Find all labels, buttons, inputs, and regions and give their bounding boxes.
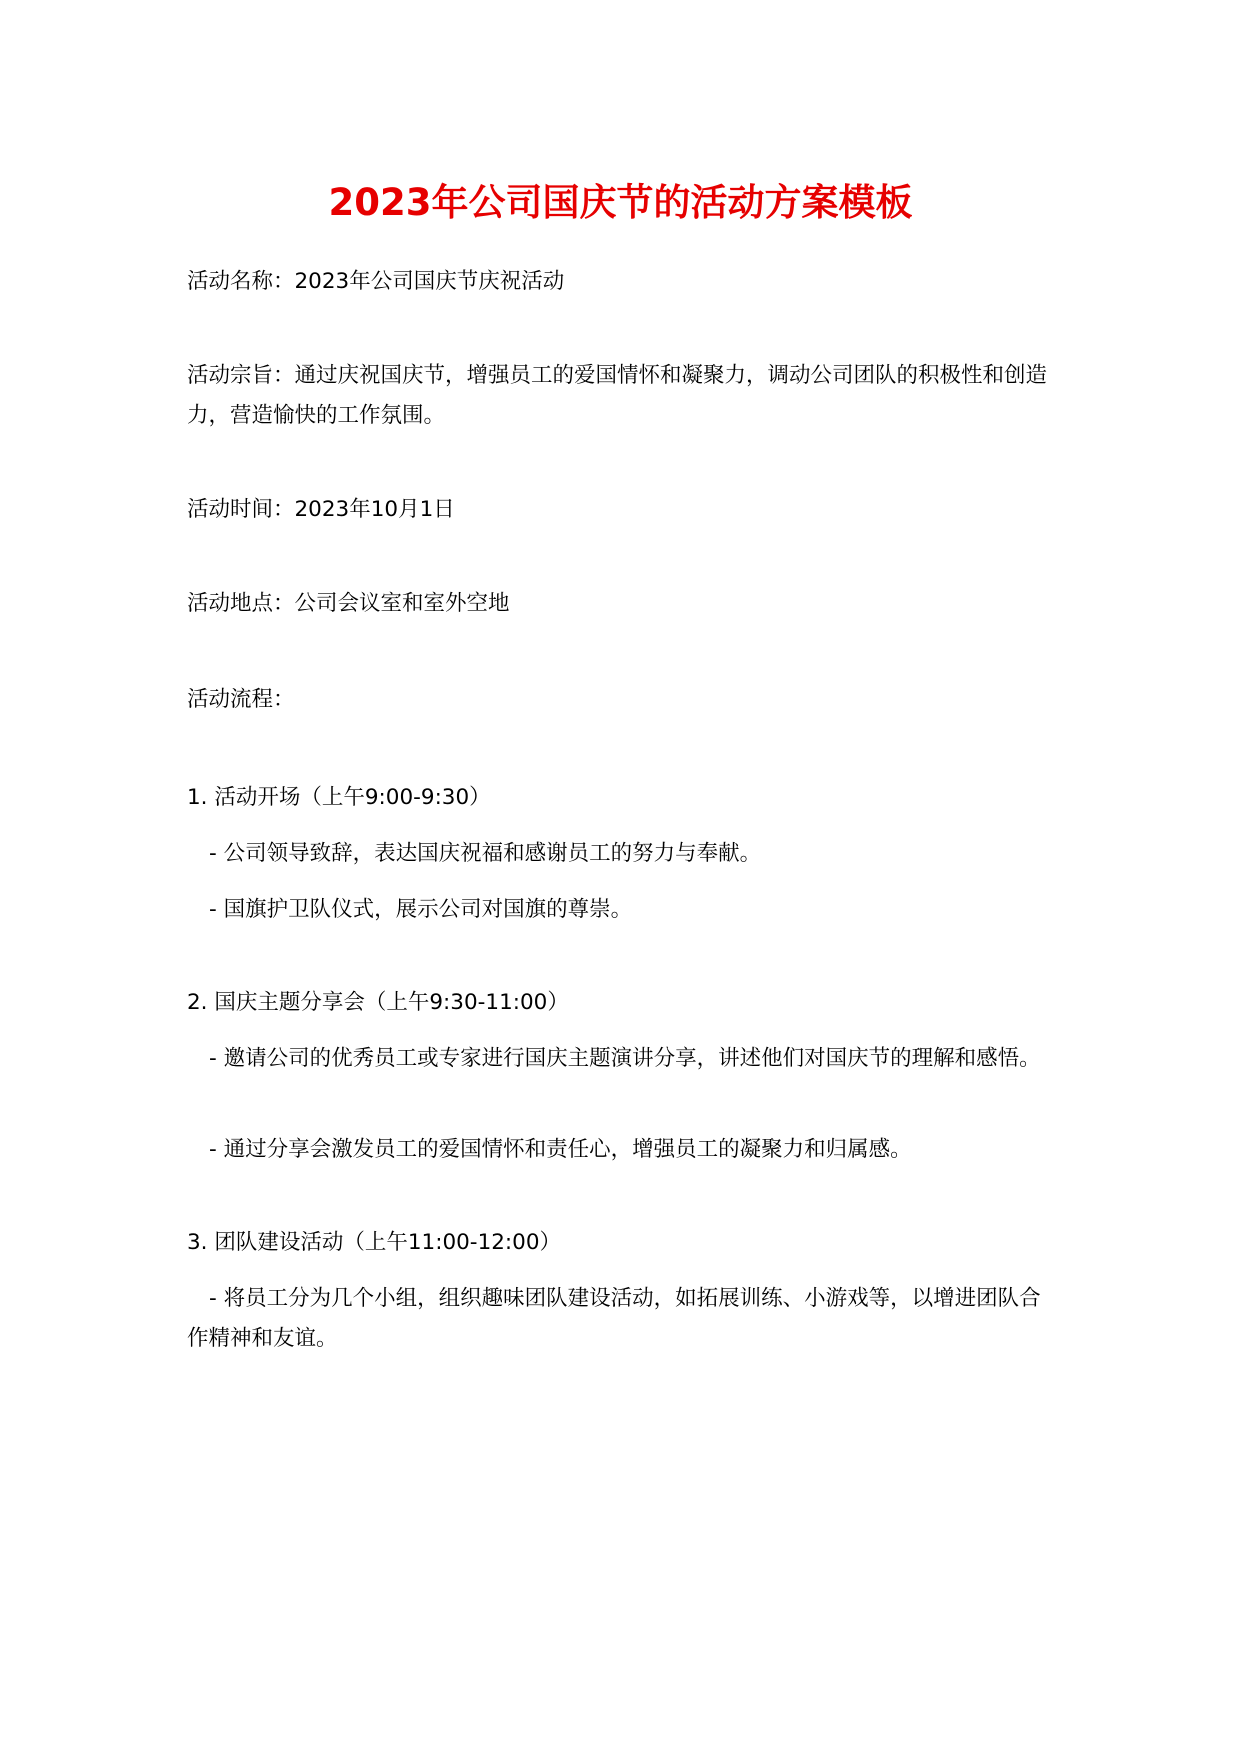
section-item: - 公司领导致辞，表达国庆祝福和感谢员工的努力与奉献。 [209, 841, 762, 866]
section-heading: 2. 国庆主题分享会（上午9:30-11:00） [187, 990, 569, 1015]
activity-flow-label: 活动流程： [187, 687, 295, 712]
section-heading: 3. 团队建设活动（上午11:00-12:00） [187, 1230, 562, 1255]
document-title: 2023年公司国庆节的活动方案模板 [328, 181, 913, 224]
activity-time: 活动时间：2023年10月1日 [187, 497, 455, 522]
activity-name: 活动名称：2023年公司国庆节庆祝活动 [187, 269, 565, 294]
section-heading: 1. 活动开场（上午9:00-9:30） [187, 785, 491, 810]
section-item: - 通过分享会激发员工的爱国情怀和责任心，增强员工的凝聚力和归属感。 [209, 1137, 912, 1162]
section-item: - 将员工分为几个小组，组织趣味团队建设活动，如拓展训练、小游戏等，以增进团队合作精神和友谊。 [187, 1286, 1041, 1351]
activity-purpose: 活动宗旨：通过庆祝国庆节，增强员工的爱国情怀和凝聚力，调动公司团队的积极性和创造力，营造愉快的工作氛围。 [187, 363, 1048, 428]
section-item: - 邀请公司的优秀员工或专家进行国庆主题演讲分享，讲述他们对国庆节的理解和感悟。 [209, 1046, 1041, 1071]
section-item: - 国旗护卫队仪式，展示公司对国旗的尊崇。 [209, 897, 633, 922]
activity-location: 活动地点：公司会议室和室外空地 [187, 591, 510, 616]
